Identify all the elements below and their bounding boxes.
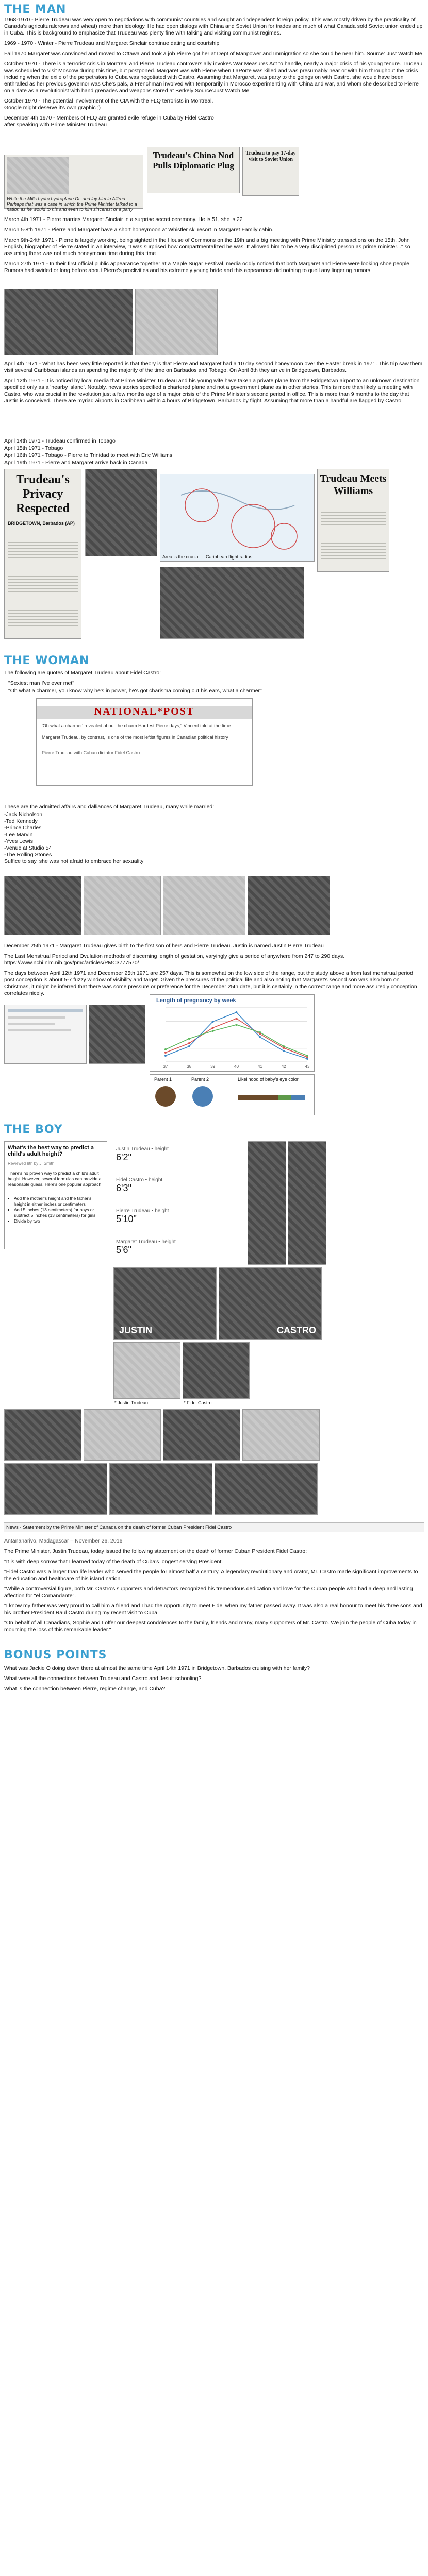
news-p5: "I know my father was very proud to call him a friend and I had the opportunity to meet Fidel when my father passed away. It was also a real honour to meet his three sons and his brother President Raul Castro during my recent visit to Cuba. <box>4 1603 422 1616</box>
newspaper-clipping-soviet <box>242 147 299 196</box>
news-p1: The Prime Minister, Justin Trudeau, today issued the following statement on the death of former Cuban President Fidel Castro: <box>4 1548 307 1554</box>
national-post-line: 'Oh what a charmer' revealed about the charm Hardest Pierre days," Vincent told at the time. <box>42 723 232 728</box>
affair-item: -The Rolling Stones <box>4 852 52 858</box>
chart-point <box>188 1038 190 1040</box>
height-article <box>4 1141 107 1249</box>
photo-justin-castro-bottom-3 <box>215 1463 318 1515</box>
photo-young-castro-2 <box>84 1409 161 1461</box>
eye-blue-icon <box>192 1086 213 1107</box>
chart-series-line <box>166 1025 307 1056</box>
man-p8: March 5-8th 1971 - Pierre and Margaret have a short honeymoon at Whistler ski resort in Margaret Family cabin. <box>4 227 274 233</box>
affair-item: -Venue at Studio 54 <box>4 845 52 851</box>
timeline-item: April 19th 1971 - Pierre and Margaret arrive back in Canada <box>4 460 148 466</box>
chart-point <box>236 1024 238 1026</box>
news-p2: "It is with deep sorrow that I learned today of the death of Cuba's longest serving President. <box>4 1558 223 1565</box>
man-intro-text <box>4 16 424 132</box>
photo-margaret-2 <box>84 876 161 935</box>
man-p1: 1968-1970 - Pierre Trudeau was very open to negotiations with communist countries and sought an 'independent' foreign policy. This was mostly driven by the practicality of Canada's agriculturalcrows and wheat) more than ideology. He had open dialogs with China and Soviet Union for trades and much of what Canada sold Soviet union ended up in Cuba. This is background to emphasize that Trudeau was plenty fine with talking and visiting communist regimes. <box>4 16 423 36</box>
height-value: 5'6" <box>116 1245 131 1255</box>
man-p10: March 27th 1971 - In their first official public appearance together at a Maple Sugar Festival, media oddly noticed that both Margaret and Pierre were looking shoe people. Rumors had swirled or long before about Pierre's proclivities and his extremely young bride and this appearance did nothing to quell any lingering rumors <box>4 261 411 274</box>
news-place: Antananarivo, Madagascar – November 26, 2016 <box>4 1538 123 1544</box>
chart-point <box>259 1036 261 1038</box>
national-post-line-2: Margaret Trudeau, by contrast, is one of the most leftist figures in Canadian political history <box>42 735 228 740</box>
affair-item: -Ted Kennedy <box>4 818 38 824</box>
photo-margaret-1 <box>4 876 81 935</box>
boy-title: THE BOY <box>4 1123 63 1136</box>
height-label: Pierre Trudeau • height <box>116 1208 169 1214</box>
chart-point <box>259 1031 261 1033</box>
eye-brown-icon <box>155 1086 176 1107</box>
eye-parent-2-label: Parent 2 <box>191 1077 209 1082</box>
woman-intro: The following are quotes of Margaret Trudeau about Fidel Castro: <box>4 670 161 676</box>
woman-p15: The Last Menstrual Period and Ovulation methods of discerning length of gestation, varyingly give a period of anywhere from 247 to 290 days. https://www.ncbi.nlm.nih.gov/pmc/articles/PMC3777570/ <box>4 953 345 966</box>
photo-trudeau-group <box>160 567 304 639</box>
photo-young-castro-1 <box>4 1409 81 1461</box>
chart-point <box>164 1055 167 1057</box>
chart-point <box>212 1021 214 1023</box>
news-p3: "Fidel Castro was a larger than life leader who served the people for almost half a century. A legendary revolutionary and orator, Mr. Castro made significant improvements to the education and healthcare of his island nation. <box>4 1569 418 1582</box>
section-bonus <box>4 1649 424 1662</box>
man-p4: October 1970 - There is a terrorist crisis in Montreal and Pierre Trudeau controversially invokes War Measures Act to handle, nearly a major crisis of his young tenure. Trudeau was scheduled to visit Moscow during this time, but postponed. Margaret was with Pierre when LaPorte was killed and was presumably near or with him throughout the crisis including when the exile of the perpetrators to Cuba was negotiated with Castro. Assuming that Margaret, was party to the goings on with Castro, she would have been enthralled as her previous governor was Che's pals, a Frenchman involved with temporarily in Morocco experimenting with China and war, and whom she described to Pierre on a date as a revolutionist with hand grenades and weapons stored at Berkely Source:Just Watch Me <box>4 61 423 94</box>
chart-x-tick: 37 <box>163 1064 168 1069</box>
man-p12: April 12th 1971 - It is noticed by local media that Prime Minister Trudeau and his young wife have taken a private plane from the Bridgetown airport to an unknown destination specified only as a 'nearby island'. Notably, news stories specified a chartered plane and not a government plane as in other stories. This is more than likely a meeting with Castro, who was crucial in the revolution just a few months ago of a major crisis of the Prime Minister's second period in office. This is more than 9 months to the day that Justin is conceived. There are myriad airports in Caribbean within 4 hours of Bridgetown, Barbados by flight. Assuming that more than a handful are flagged by Castro <box>4 378 420 404</box>
eye-parent-1-label: Parent 1 <box>154 1077 172 1082</box>
height-value: 6'2" <box>116 1152 131 1162</box>
woman-affairs-intro: These are the admitted affairs and dalliances of Margaret Trudeau, many while married: <box>4 804 215 810</box>
chart-x-tick: 38 <box>187 1064 192 1069</box>
height-label: Margaret Trudeau • height <box>116 1239 176 1245</box>
chart-x-tick: 40 <box>234 1064 239 1069</box>
woman-p16: The days between April 12th 1971 and December 25th 1971 are 257 days. This is somewhat on the low side of the range, but the study above a from last menstrual period post conception is about 5-7 fuzzy window of visibility and target. Given the pressures of the political life and also noting that Margaret's second son was also born on Christmas, it might be inferred that there was some pressure or preference for the December 25th date, but it is certainly in the correct range and more assuredly conception correlates nicely. <box>4 970 417 996</box>
chart-point <box>188 1045 190 1047</box>
height-step: • Add 5 inches (13 centimeters) for boys or subtract 5 inches (13 centimeters) for girls <box>14 1207 104 1218</box>
height-article-title: What's the best way to predict a child's adult height? <box>8 1145 94 1157</box>
height-article-body: There's no proven way to predict a child's adult height. However, several formulas can provide a reasonable guess. Here's one popular approach: <box>8 1171 103 1187</box>
photo-margaret-4 <box>248 876 330 935</box>
bonus-q3: What is the connection between Pierre, regime change, and Cuba? <box>4 1686 166 1692</box>
man-p9: March 9th-24th 1971 - Pierre is largely working, being sighted in the House of Commons on the 19th and a big meeting with Prime Ministry transactions on the 15th. John English, biographer of Pierre stated in an interview, "I was surprised how compartmentalized he was. It allowed him to be a very disciplined person as prime minister..." so assuming there was not much honeymoon time during this time <box>4 237 410 257</box>
chart-point <box>283 1045 285 1047</box>
woman-quote-2: "Oh what a charmer, you know why he's in power, he's got charisma coming out his ears, what a charmer" <box>8 688 262 694</box>
pregnancy-chart-svg <box>150 995 315 1072</box>
chart-x-tick: 41 <box>257 1064 262 1069</box>
clipping-caption: While the Mills hydro hydroplane Dr. and lay him in Alltrud. Perhaps that was a case in which the Prime Minister talked to a nation as he would to his and even to him sincerest or a party <box>7 196 137 212</box>
chart-point <box>212 1030 214 1032</box>
height-step: • Add the mother's height and the father's height in either inches or centimeters <box>14 1196 104 1207</box>
woman-title: THE WOMAN <box>4 654 90 667</box>
chart-x-tick: 42 <box>281 1064 286 1069</box>
chart-x-tick: 39 <box>210 1064 216 1069</box>
affairs-note: Suffice to say, she was not afraid to embrace her sexuality <box>4 858 144 865</box>
chart-point <box>164 1052 167 1054</box>
clipping-privacy-dateline: BRIDGETOWN, Barbados (AP) <box>8 521 75 526</box>
castro-label: CASTRO <box>277 1325 316 1335</box>
woman-quote-1: "Sexiest man I've ever met" <box>8 680 74 686</box>
chart-point <box>306 1055 308 1057</box>
photo-newborn <box>89 1005 145 1064</box>
height-label: Fidel Castro • height <box>116 1177 163 1183</box>
eye-likelihood-bar <box>238 1095 305 1100</box>
chart-point <box>236 1018 238 1020</box>
man-honeymoon-text <box>4 216 424 278</box>
man-p6: December 4th 1970 - Members of FLQ are granted exile refuge in Cuba by Fidel Castro after speaking with Prime Minister Trudeau <box>4 115 214 128</box>
newspaper-clipping-china <box>147 147 240 193</box>
photo-justin-face <box>113 1342 180 1399</box>
chart-point <box>188 1042 190 1044</box>
photo-young-castro-4 <box>242 1409 320 1461</box>
timeline-item: April 15th 1971 - Tobago <box>4 445 63 451</box>
bonus-title: BONUS POINTS <box>4 1649 107 1662</box>
map-caribbean <box>160 474 315 562</box>
clipping-china-headline: Trudeau's China Nod Pulls Diplomatic Plug <box>153 150 234 171</box>
photo-castro-compare <box>219 1267 322 1340</box>
bonus-q2: What were all the connections between Trudeau and Castro and Jesuit schooling? <box>4 1675 202 1682</box>
man-p11: April 4th 1971 - What has been very little reported is that theory is that Pierre and Margaret had a 10 day second honeymoon over the Easter break in 1971. This trip saw them visit several Caribbean islands an spending the majority of the time on Barbados and Tobago. On April 8th they arrive in Bridgetown, Barbados. <box>4 361 423 374</box>
map-caption: Area is the crucial ... Caribbean flight radius <box>162 554 253 560</box>
pregnancy-chart <box>150 994 315 1072</box>
eye-likelihood-label: Likelihood of baby's eye color <box>238 1077 299 1082</box>
man-title: THE MAN <box>4 3 67 16</box>
photo-height-compare-1 <box>248 1141 286 1265</box>
bonus-questions <box>4 1665 424 1696</box>
man-p7: March 4th 1971 - Pierre marries Margaret Sinclair in a surprise secret ceremony. He is 51, she is 22 <box>4 216 243 223</box>
chart-point <box>212 1027 214 1029</box>
man-timeline <box>4 438 272 467</box>
photo-trudeau-arrival <box>85 469 157 556</box>
section-the-man <box>4 3 424 16</box>
chart-point <box>164 1048 167 1050</box>
photo-wedding <box>4 289 133 355</box>
section-the-woman <box>4 654 424 667</box>
national-post-caption: Pierre Trudeau with Cuban dictator Fidel Castro. <box>42 750 141 755</box>
photo-justin-castro-bottom-1 <box>4 1463 107 1515</box>
newspaper-clipping-photo <box>4 155 143 212</box>
chart-point <box>306 1058 308 1060</box>
height-value: 5'10" <box>116 1214 137 1224</box>
chart-point <box>283 1050 285 1052</box>
timeline-item: April 16th 1971 - Tobago - Pierre to Trinidad to meet with Eric Williams <box>4 452 173 459</box>
woman-quotes <box>4 670 424 698</box>
photo-castro-face <box>183 1342 250 1399</box>
chart-title: Length of pregnancy by week <box>156 997 236 1004</box>
eye-color-chart <box>150 1074 315 1115</box>
woman-affairs <box>4 804 424 869</box>
clipping-soviet-headline: Trudeau to pay 17-day visit to Soviet Union <box>245 150 296 162</box>
news-p6: "On behalf of all Canadians, Sophie and I offer our deepest condolences to the family, friends and many, many supporters of Mr. Castro. We join the people of Cuba today in mourning the loss of this remarkable leader." <box>4 1620 417 1633</box>
news-p4: "While a controversial figure, both Mr. Castro's supporters and detractors recognized his tremendous dedication and love for the Cuban people who had a deep and lasting affection for "el Comandante". <box>4 1586 413 1599</box>
news-bar <box>4 1522 424 1532</box>
caption-castro: * Fidel Castro <box>184 1400 212 1405</box>
chart-x-tick: 43 <box>305 1064 310 1069</box>
height-step: • Divide by two <box>14 1218 104 1224</box>
news-statement <box>4 1538 424 1637</box>
photo-justin-castro-bottom-2 <box>109 1463 212 1515</box>
woman-birth-text <box>4 943 424 1001</box>
height-value: 6'3" <box>116 1183 131 1193</box>
clipping-privacy-headline: Trudeau's Privacy Respected <box>16 473 70 515</box>
height-list <box>116 1146 245 1270</box>
man-p2: 1969 - 1970 - Winter - Pierre Trudeau and Margaret Sinclair continue dating and courtship <box>4 40 220 46</box>
man-caribbean-text <box>4 361 424 408</box>
affair-item: -Yves Lewis <box>4 838 34 844</box>
height-label: Justin Trudeau • height <box>116 1146 169 1152</box>
photo-justin-compare <box>113 1267 217 1340</box>
caption-justin: * Justin Trudeau <box>114 1400 149 1405</box>
affair-item: -Lee Marvin <box>4 832 33 838</box>
justin-label: JUSTIN <box>119 1325 153 1335</box>
bonus-q1: What was Jackie O doing down there at almost the same time April 14th 1971 in Bridgetown, Barbados cruising with her family? <box>4 1665 310 1671</box>
national-post-logo: NATIONAL*POST <box>37 706 252 719</box>
news-bar-text: News · Statement by the Prime Minister of Canada on the death of former Cuban President Fidel Castro <box>6 1524 232 1530</box>
woman-p14: December 25th 1971 - Margaret Trudeau gives birth to the first son of hers and Pierre Trudeau. Justin is named Justin Pierre Trudeau <box>4 943 324 949</box>
man-p5: October 1970 - The potential involvement of the CIA with the FLQ terrorists in Montreal. Google might deserve it's own graphic ;) <box>4 98 213 111</box>
photo-height-compare-2 <box>288 1141 326 1265</box>
national-post-clipping <box>36 698 253 786</box>
photo-margaret-3 <box>163 876 245 935</box>
newspaper-clipping-privacy <box>4 469 81 639</box>
man-p3: Fall 1970 Margaret was convinced and moved to Ottawa and took a job Pierre got her at Dept of Manpower and Immigration so she could be near him. Source: Just Watch Me <box>4 50 422 57</box>
photo-young-castro-3 <box>163 1409 240 1461</box>
clipping-williams-headline: Trudeau Meets Williams <box>320 473 387 497</box>
section-the-boy <box>4 1123 424 1136</box>
photo-couple <box>135 289 218 355</box>
affair-item: -Prince Charles <box>4 825 42 831</box>
chart-point <box>236 1011 238 1013</box>
newspaper-clipping-williams <box>317 469 389 572</box>
affair-item: -Jack Nicholson <box>4 811 43 818</box>
timeline-item: April 14th 1971 - Trudeau confirmed in Tobago <box>4 438 116 444</box>
date-calculator-screenshot <box>4 1005 87 1064</box>
height-article-meta: Reviewed 8th by J. Smith <box>8 1161 55 1166</box>
